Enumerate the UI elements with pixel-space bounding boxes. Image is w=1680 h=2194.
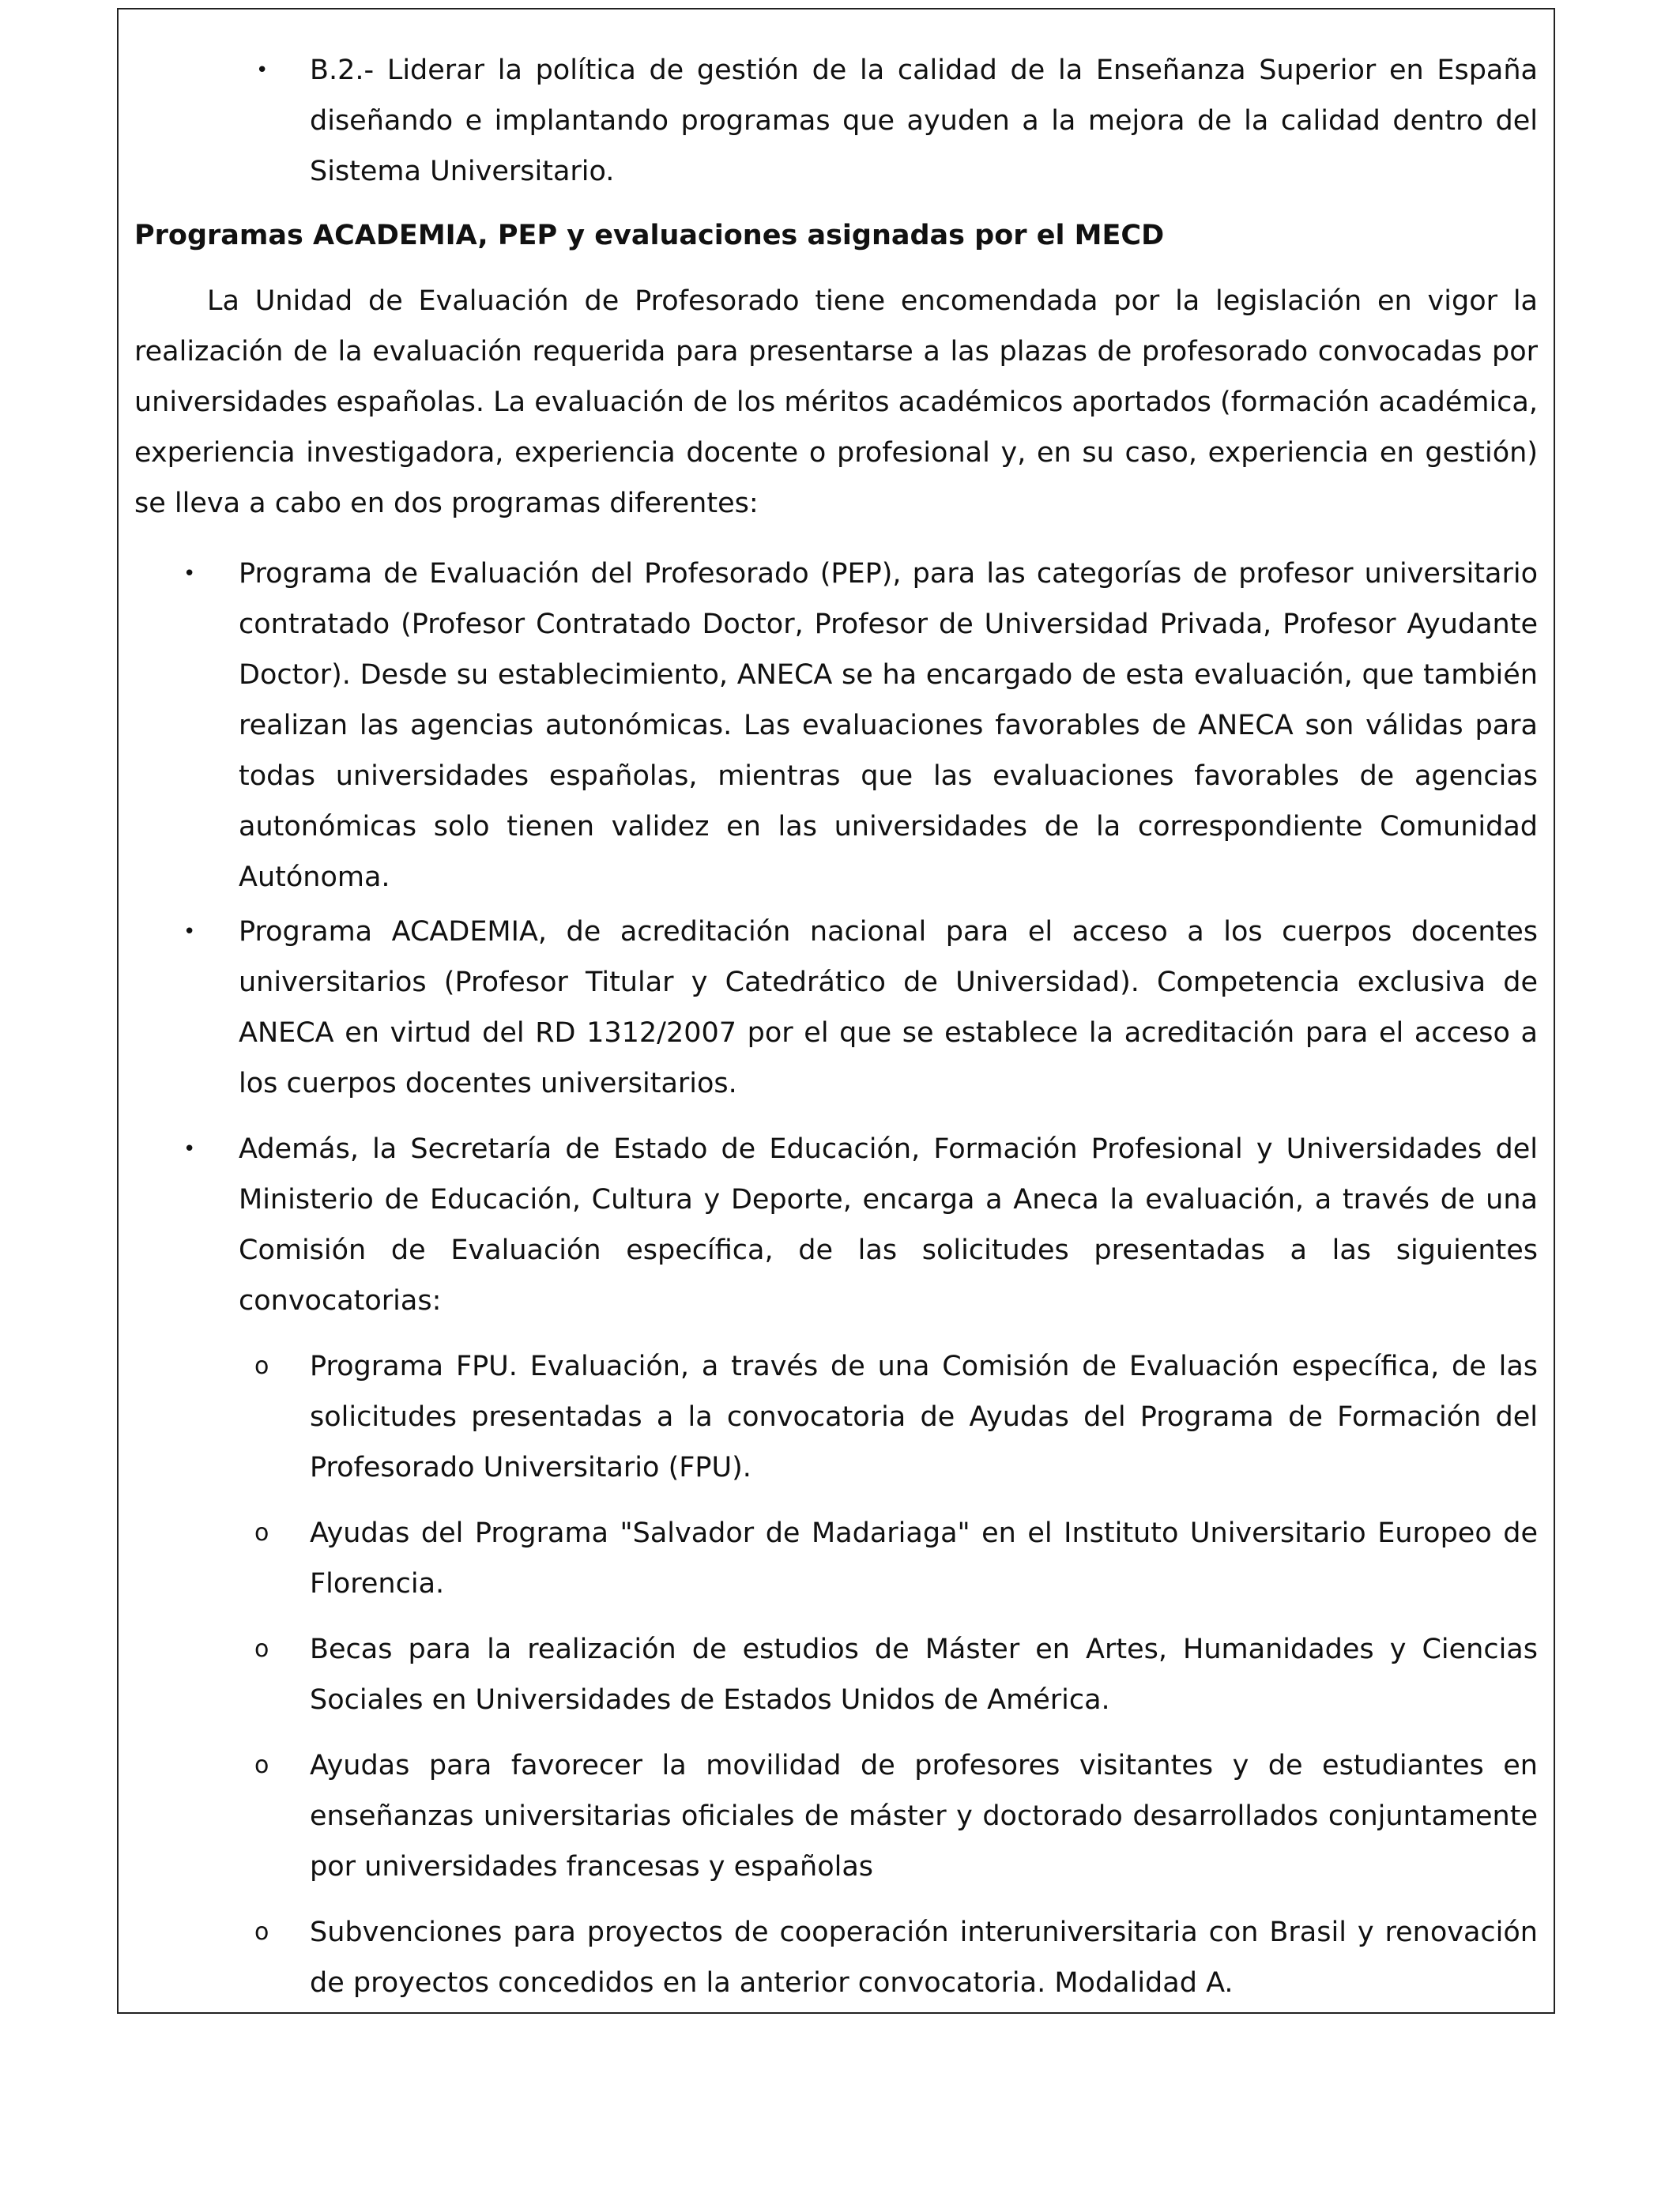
bullet-icon: • bbox=[256, 58, 269, 82]
list-item-text: Programa de Evaluación del Profesorado (PEP), para las categorías de profesor universitario contratado (Profesor Contratado Doctor, Profesor de Universidad Privada, Profesor Ayudante Doctor). Desde su establecimiento, ANECA se ha encargado de esta evaluación, que también realizan las agencias autonómicas. Las evaluaciones favorables de ANECA son válidas para todas universidades españolas, mientras que las evaluaciones favorables de agencias autonómicas solo tienen validez en las universidades de la correspondiente Comunidad Autónoma. bbox=[239, 558, 1538, 893]
sub-list-item-text: Subvenciones para proyectos de cooperación interuniversitaria con Brasil y renovación de proyectos concedidos en la anterior convocatoria. Modalidad A. bbox=[310, 1917, 1538, 1999]
sub-list-item bbox=[134, 1341, 1538, 1493]
hollow-bullet-icon: o bbox=[254, 1352, 269, 1380]
document-frame bbox=[117, 8, 1555, 2014]
hollow-bullet-icon: o bbox=[254, 1751, 269, 1779]
sub-list-item bbox=[134, 1508, 1538, 1609]
list-item bbox=[134, 548, 1538, 903]
hollow-bullet-icon: o bbox=[254, 1519, 269, 1547]
intro-paragraph: La Unidad de Evaluación de Profesorado tiene encomendada por la legislación en vigor la realización de la evaluación requerida para presentarse a las plazas de profesorado convocadas por universidades españolas. La evaluación de los méritos académicos aportados (formación académica, experiencia investigadora, experiencia docente o profesional y, en su caso, experiencia en gestión) se lleva a cabo en dos programas diferentes: bbox=[134, 285, 1538, 519]
bullet-icon: • bbox=[183, 920, 196, 944]
bullet-icon: • bbox=[183, 1137, 196, 1161]
intro-item-text: B.2.- Liderar la política de gestión de la calidad de la Enseñanza Superior en España diseñando e implantando programas que ayuden a la mejora de la calidad dentro del Sistema Universitario. bbox=[310, 55, 1538, 187]
bullet-icon: • bbox=[183, 562, 196, 586]
hollow-bullet-icon: o bbox=[254, 1918, 269, 1946]
list-item-text: Además, la Secretaría de Estado de Educación, Formación Profesional y Universidades del Ministerio de Educación, Cultura y Deporte, encarga a Aneca la evaluación, a través de una Comisión de Evaluación específica, de las solicitudes presentadas a las siguientes convocatorias: bbox=[239, 1133, 1538, 1317]
hollow-bullet-icon: o bbox=[254, 1635, 269, 1663]
sub-list-item bbox=[134, 1624, 1538, 1725]
document-content bbox=[134, 9, 1538, 2008]
intro-list-item bbox=[134, 45, 1538, 197]
sub-list-item-text: Ayudas para favorecer la movilidad de profesores visitantes y de estudiantes en enseñanzas universitarias oficiales de máster y doctorado desarrollados conjuntamente por universidades francesas y españolas bbox=[310, 1750, 1538, 1883]
section-heading: Programas ACADEMIA, PEP y evaluaciones asignadas por el MECD bbox=[134, 220, 1165, 251]
list-item-text: Programa ACADEMIA, de acreditación nacional para el acceso a los cuerpos docentes universitarios (Profesor Titular y Catedrático de Universidad). Competencia exclusiva de ANECA en virtud del RD 1312/2007 por el que se establece la acreditación para el acceso a los cuerpos docentes universitarios. bbox=[239, 916, 1538, 1099]
sub-list-item-text: Programa FPU. Evaluación, a través de una Comisión de Evaluación específica, de las solicitudes presentadas a la convocatoria de Ayudas del Programa de Formación del Profesorado Universitario (FPU). bbox=[310, 1351, 1538, 1483]
sub-list-item-text: Ayudas del Programa "Salvador de Madariaga" en el Instituto Universitario Europeo de Florencia. bbox=[310, 1517, 1538, 1600]
sub-list-item bbox=[134, 1907, 1538, 2008]
list-item bbox=[134, 907, 1538, 1109]
list-item bbox=[134, 1124, 1538, 1326]
sub-list-item-text: Becas para la realización de estudios de Máster en Artes, Humanidades y Ciencias Sociales en Universidades de Estados Unidos de América. bbox=[310, 1634, 1538, 1716]
sub-list-item bbox=[134, 1740, 1538, 1892]
